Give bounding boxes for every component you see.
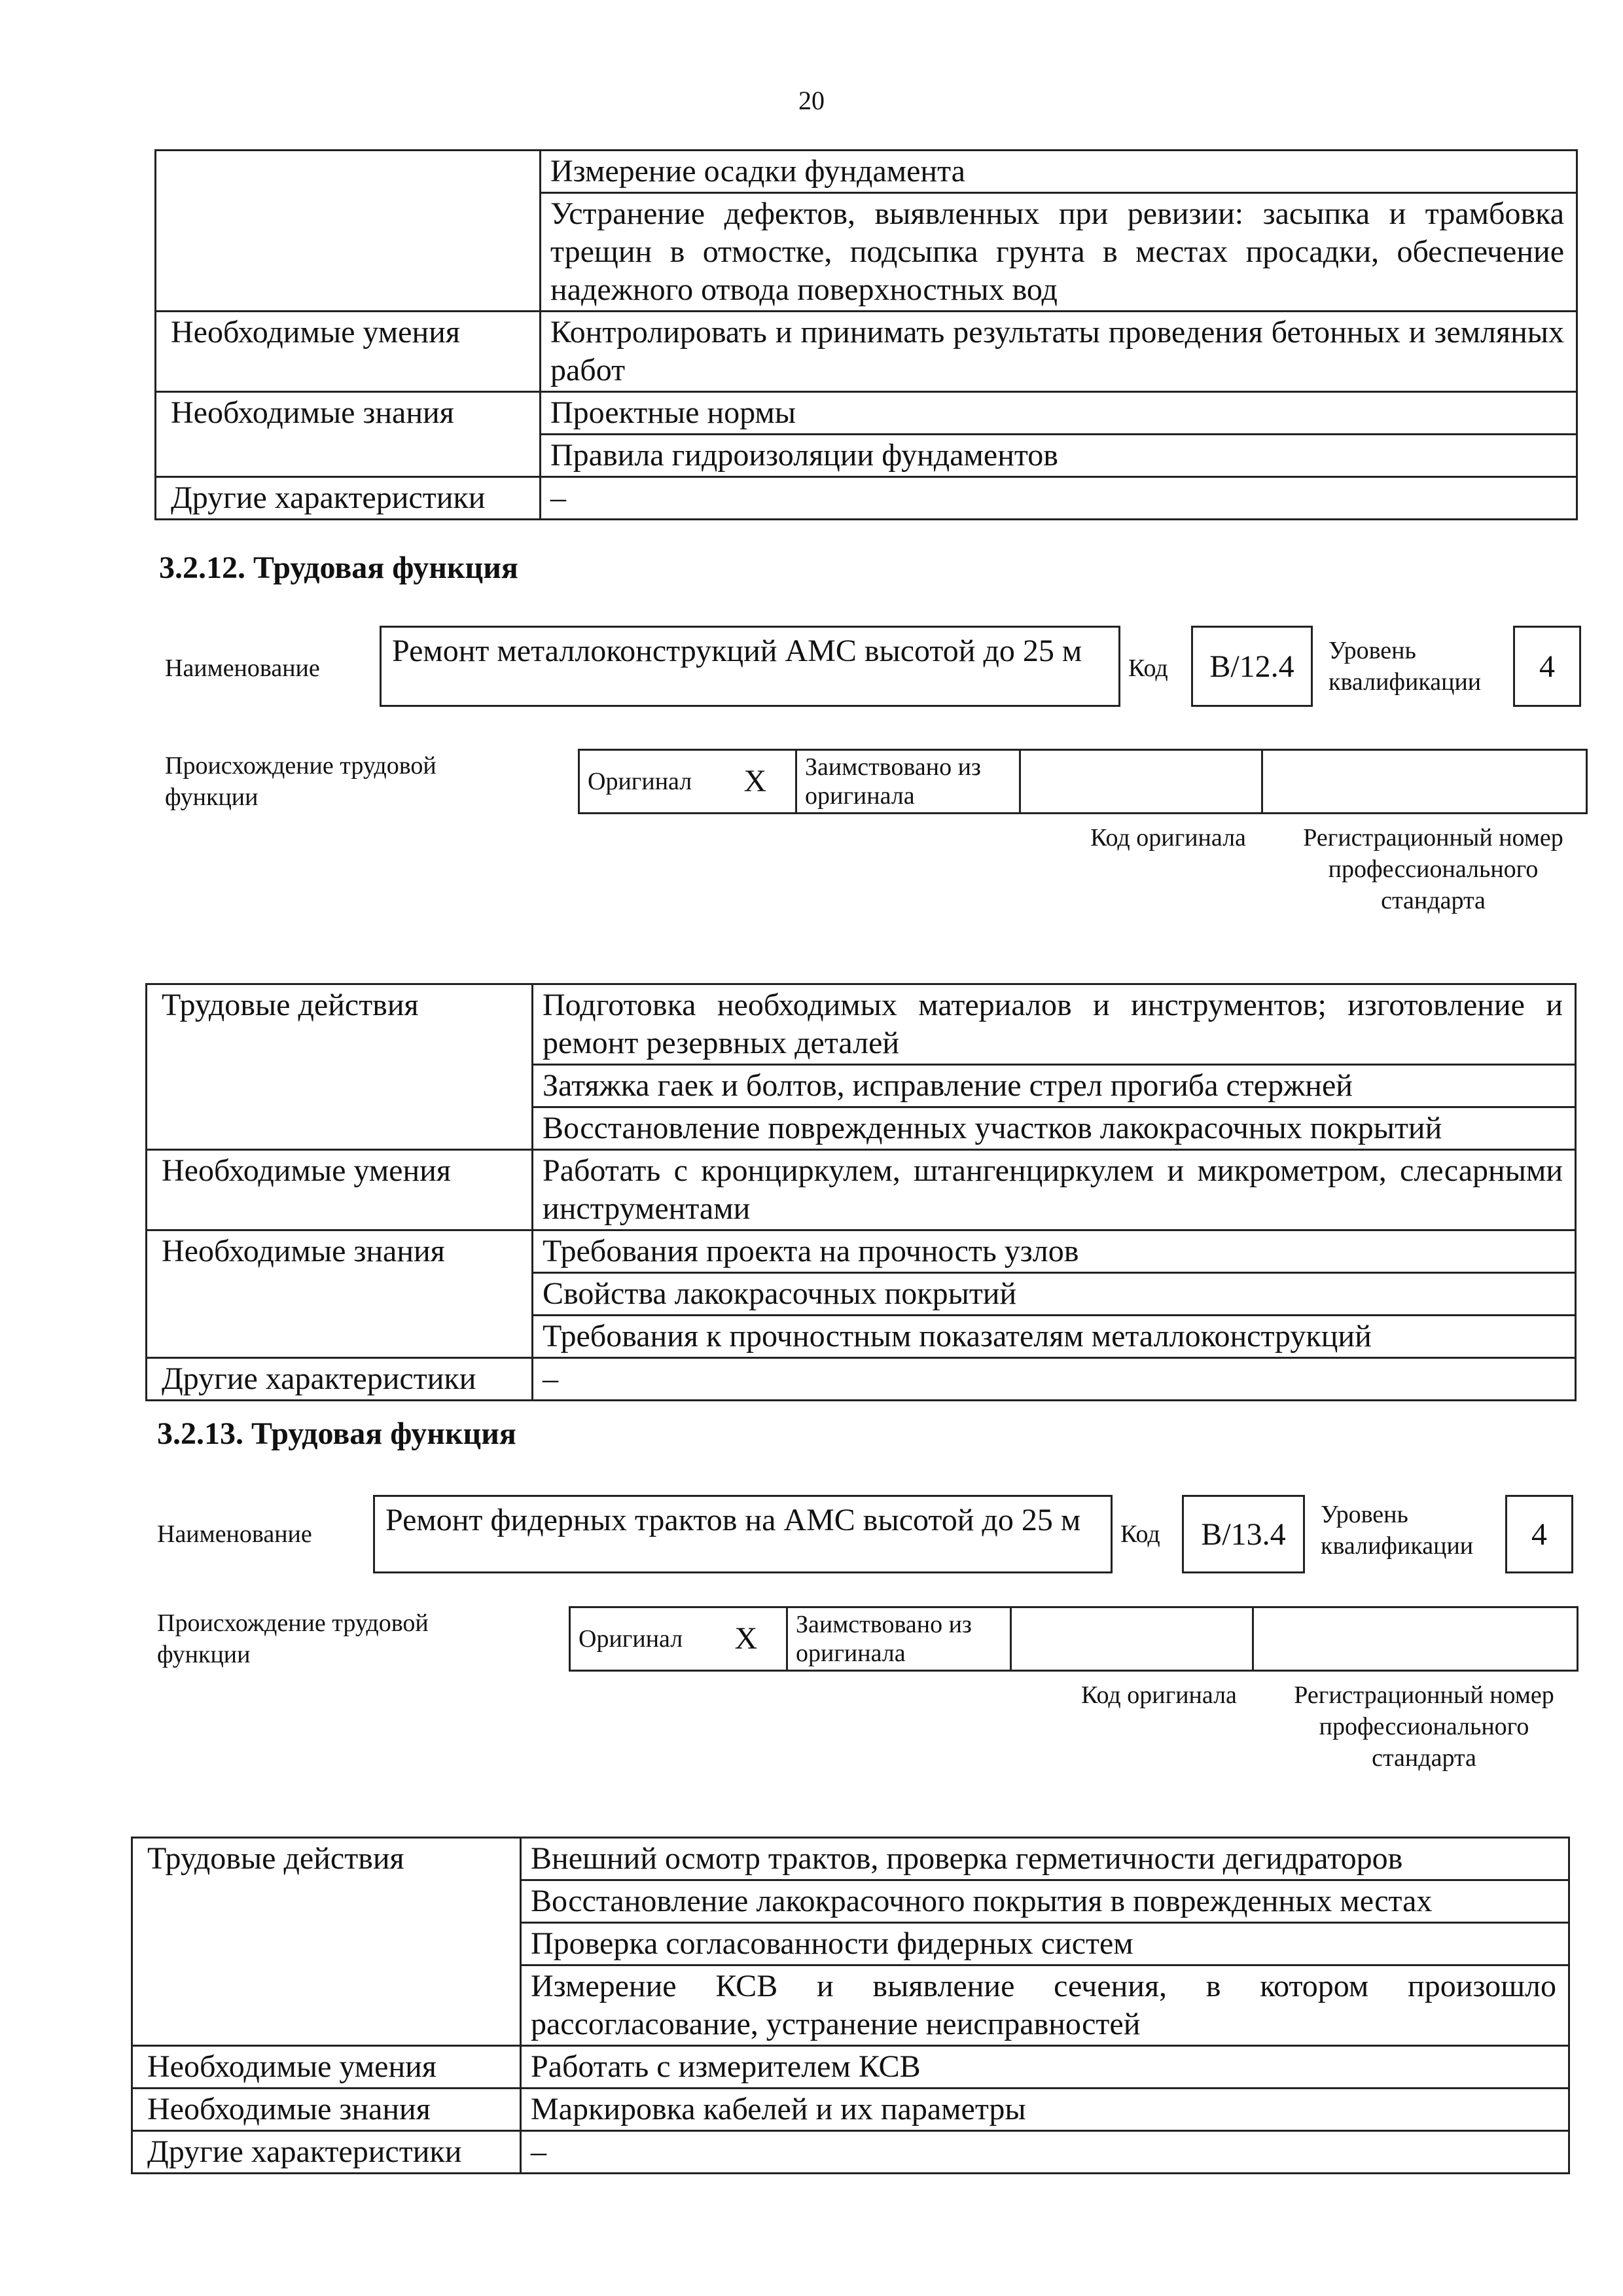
skill-item: Работать с измерителем КСВ [521, 2046, 1569, 2089]
action-item: Восстановление лакокрасочного покрытия в поврежденных местах [521, 1880, 1569, 1923]
action-item: Затяжка гаек и болтов, исправление стрел прогиба стержней [533, 1065, 1576, 1107]
origin-label: Происхождение трудовой функции [165, 752, 437, 811]
action-item: Подготовка необходимых материалов и инструментов; изготовление и ремонт резервных деталей [533, 984, 1576, 1065]
name-label: Наименование [157, 1520, 312, 1548]
row-label-other: Другие характеристики [132, 2131, 521, 2174]
section-heading: 3.2.12. Трудовая функция [159, 550, 518, 585]
skill-item: Работать с кронциркулем, штангенциркулем и микрометром, слесарными инструментами [533, 1150, 1576, 1230]
cell-text: Измерение осадки фундамента [541, 151, 1577, 193]
function-code: B/13.4 [1201, 1516, 1286, 1552]
origin-label: Происхождение трудовой функции [157, 1609, 429, 1668]
code-box [1191, 626, 1313, 707]
row-label-knowledge: Необходимые знания [132, 2089, 521, 2131]
row-label-knowledge: Необходимые знания [156, 392, 541, 477]
code-original-cell [1020, 750, 1262, 814]
page-number: 20 [798, 86, 825, 115]
row-label-other: Другие характеристики [156, 477, 541, 520]
other-value: – [533, 1358, 1576, 1401]
knowledge-item: Требования проекта на прочность узлов [533, 1230, 1576, 1273]
knowledge-item: Маркировка кабелей и их параметры [521, 2089, 1569, 2131]
knowledge-item: Свойства лакокрасочных покрытий [533, 1273, 1576, 1316]
labor-function-table [145, 983, 1577, 1401]
code-label: Код [1120, 1520, 1160, 1548]
other-value: – [521, 2131, 1569, 2174]
original-label: Оригинал [570, 1607, 727, 1671]
reg-number-caption: Регистрационный номер профессионального стандарта [1303, 824, 1563, 914]
row-label-skills: Необходимые умения [132, 2046, 521, 2089]
qualification-level: 4 [1531, 1516, 1547, 1552]
borrowed-label: Заимствовано из оригинала [796, 750, 1020, 814]
action-item: Проверка согласованности фидерных систем [521, 1923, 1569, 1965]
cell-text: Устранение дефектов, выявленных при ревизии: засыпка и трамбовка трещин в отмостке, подсыпка грунта в местах просадки, обеспечение надежного отвода поверхностных вод [541, 193, 1577, 312]
original-mark: X [736, 750, 796, 814]
empty-label-cell [156, 151, 541, 312]
origin-table [569, 1606, 1578, 1672]
cell-text: Контролировать и принимать результаты проведения бетонных и земляных работ [541, 312, 1577, 392]
original-label: Оригинал [579, 750, 736, 814]
row-label-skills: Необходимые умения [147, 1150, 533, 1230]
code-original-caption: Код оригинала [1090, 824, 1246, 852]
level-box [1505, 1495, 1573, 1573]
code-original-cell [1011, 1607, 1253, 1671]
row-label-knowledge: Необходимые знания [147, 1230, 533, 1358]
labor-function-table [131, 1837, 1570, 2174]
level-label: Уровень квалификации [1329, 637, 1482, 696]
reg-number-caption: Регистрационный номер профессионального стандарта [1294, 1681, 1554, 1772]
name-label: Наименование [165, 655, 320, 682]
level-box [1513, 626, 1581, 707]
code-label: Код [1128, 655, 1168, 682]
cell-text: Правила гидроизоляции фундаментов [541, 435, 1577, 477]
row-label-other: Другие характеристики [147, 1358, 533, 1401]
original-mark: X [727, 1607, 787, 1671]
qualification-level: 4 [1539, 649, 1555, 684]
row-label-actions: Трудовые действия [132, 1838, 521, 2046]
continuation-table [154, 149, 1578, 520]
code-original-caption: Код оригинала [1081, 1681, 1237, 1709]
origin-table [578, 749, 1588, 814]
function-name-box [380, 626, 1120, 707]
section-heading: 3.2.13. Трудовая функция [157, 1416, 516, 1451]
code-box [1182, 1495, 1305, 1573]
cell-text: Проектные нормы [541, 392, 1577, 435]
level-label: Уровень квалификации [1321, 1501, 1474, 1560]
function-code: B/12.4 [1209, 649, 1294, 684]
action-item: Измерение КСВ и выявление сечения, в котором произошло рассогласование, устранение неисправностей [521, 1965, 1569, 2046]
borrowed-label: Заимствовано из оригинала [787, 1607, 1011, 1671]
function-name-box [373, 1495, 1113, 1573]
action-item: Восстановление поврежденных участков лакокрасочных покрытий [533, 1107, 1576, 1150]
knowledge-item: Требования к прочностным показателям металлоконструкций [533, 1316, 1576, 1358]
action-item: Внешний осмотр трактов, проверка герметичности дегидраторов [521, 1838, 1569, 1880]
function-name: Ремонт фидерных трактов на АМС высотой до 25 м [385, 1503, 1081, 1537]
row-label-skills: Необходимые умения [156, 312, 541, 392]
row-label-actions: Трудовые действия [147, 984, 533, 1150]
function-name: Ремонт металлоконструкций АМС высотой до 25 м [392, 634, 1082, 668]
cell-text: – [541, 477, 1577, 520]
reg-number-cell [1262, 750, 1587, 814]
reg-number-cell [1253, 1607, 1578, 1671]
